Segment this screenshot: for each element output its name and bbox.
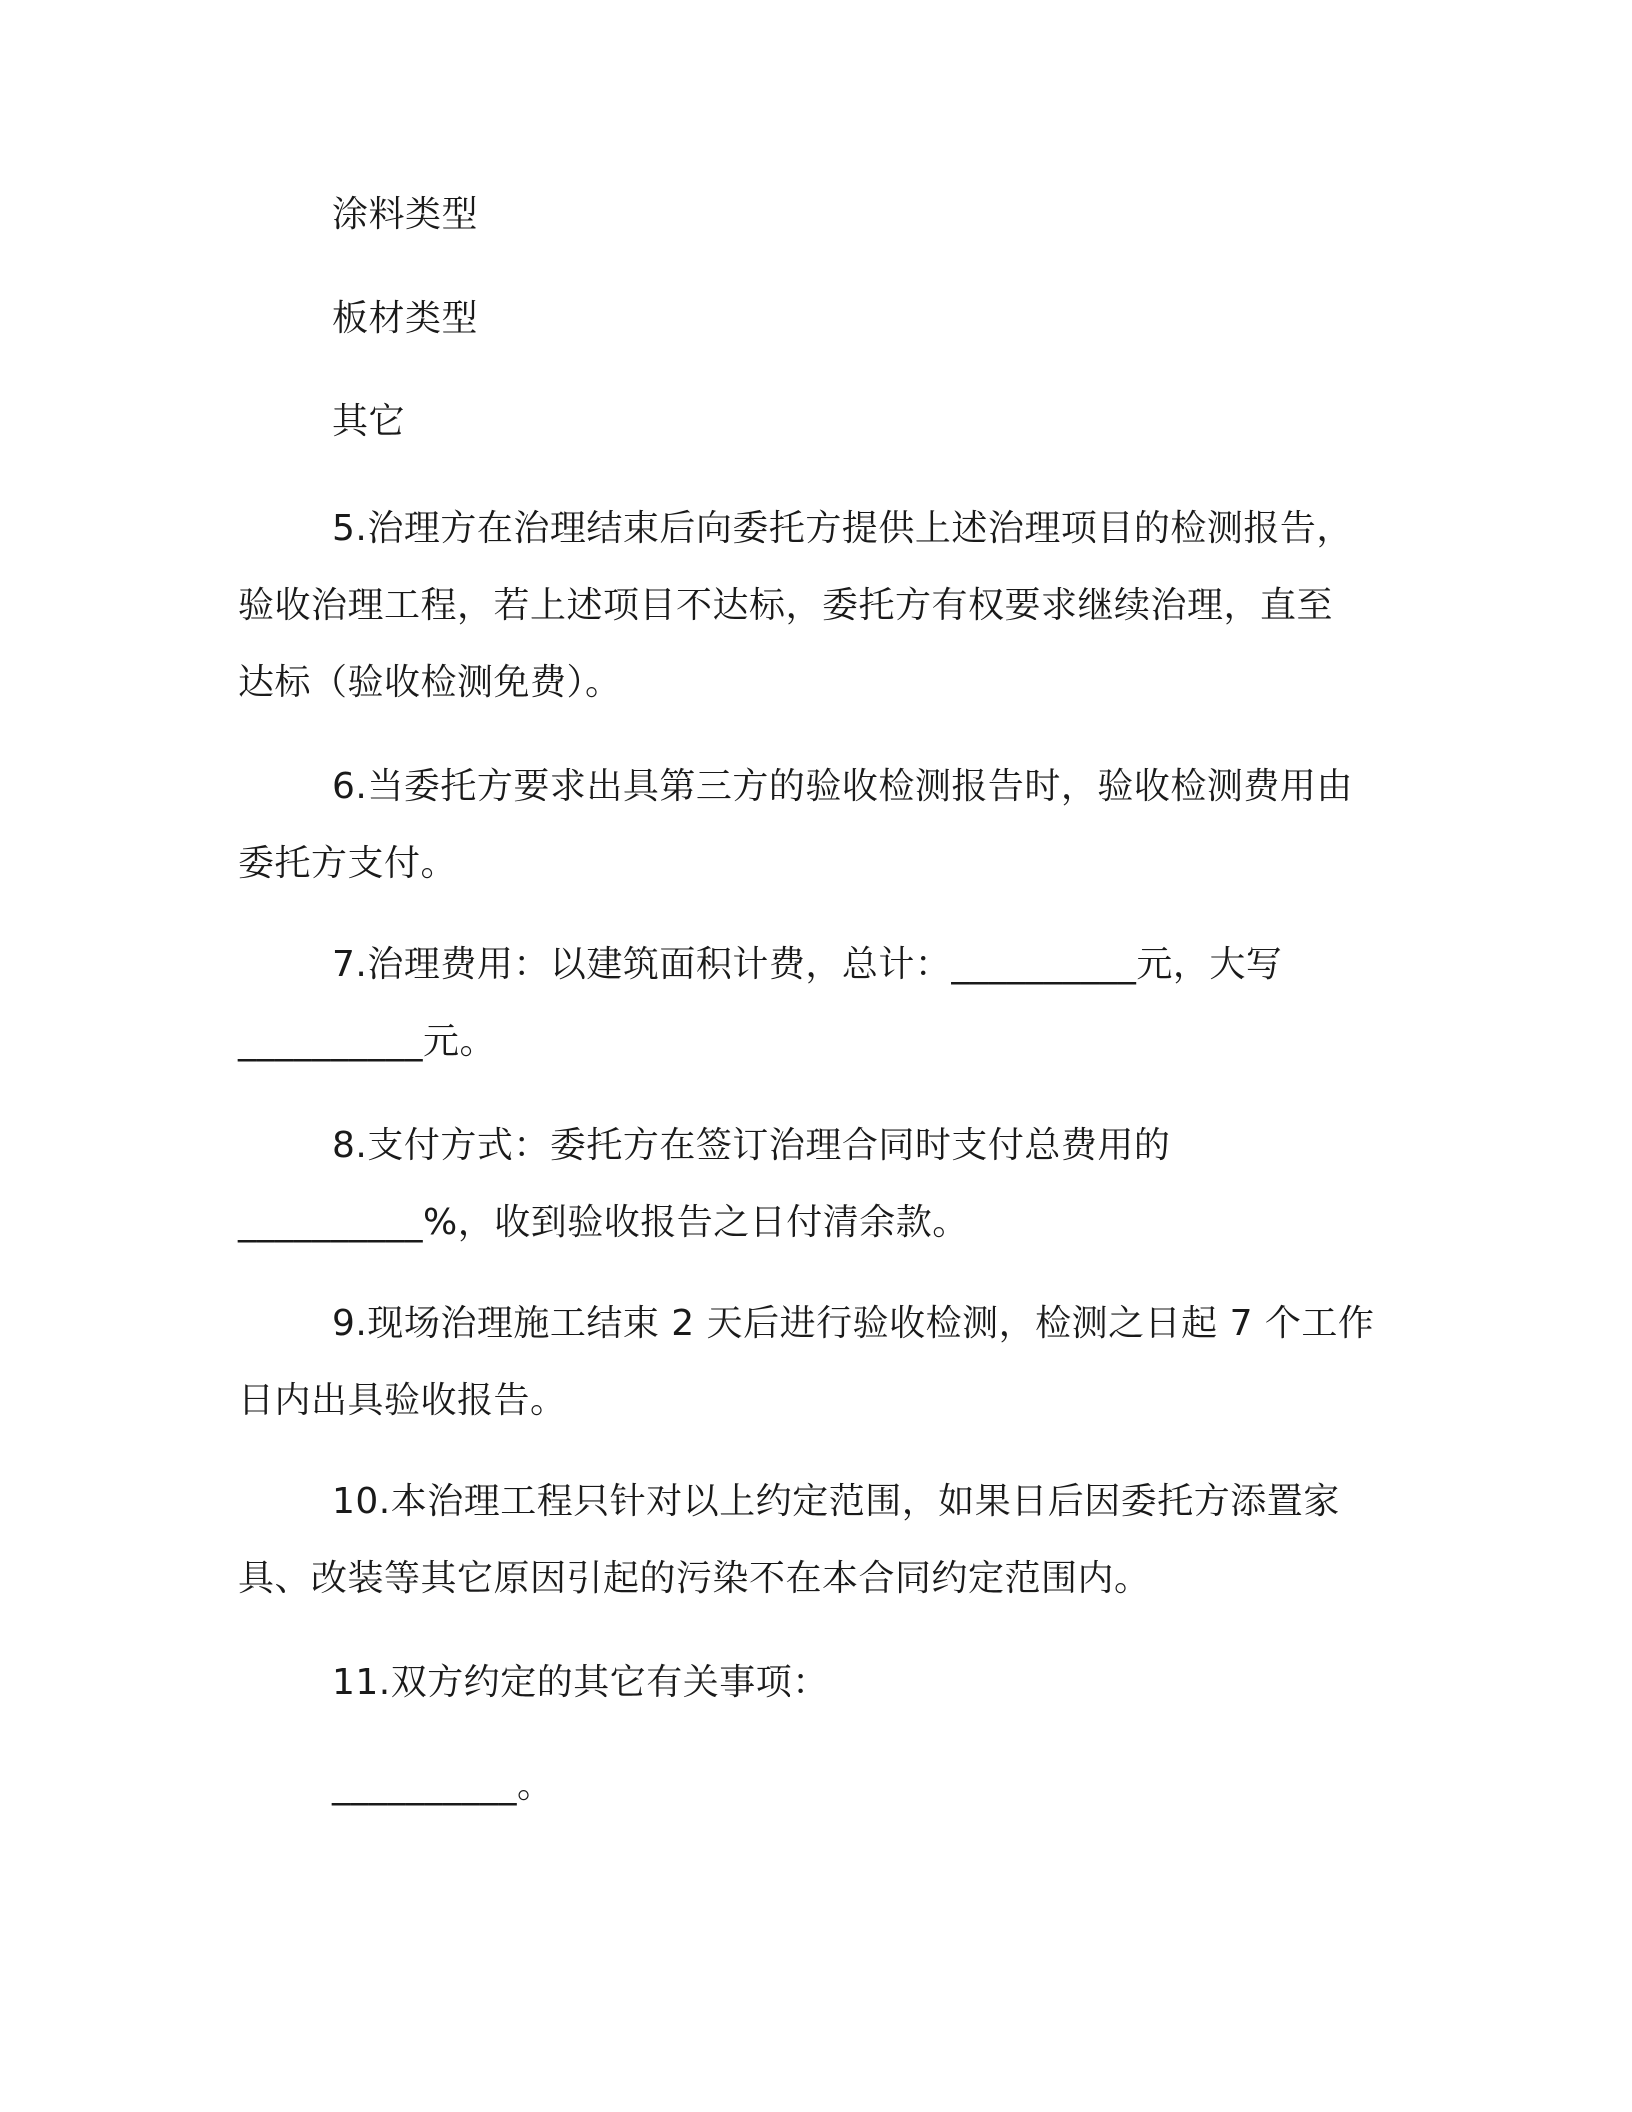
clause-5-line-1: 5.治理方在治理结束后向委托方提供上述治理项目的检测报告， xyxy=(332,508,1353,549)
item-coating-type: 涂料类型 xyxy=(332,194,479,235)
fill-in-blank: __________。 xyxy=(332,1765,554,1806)
clause-10-line-2: 具、改装等其它原因引起的污染不在本合同约定范围内。 xyxy=(238,1558,1151,1599)
clause-5-line-2: 验收治理工程，若上述项目不达标，委托方有权要求继续治理，直至 xyxy=(238,585,1334,626)
clause-9-line-2: 日内出具验收报告。 xyxy=(238,1380,567,1421)
clause-8-line-2: __________%，收到验收报告之日付清余款。 xyxy=(238,1202,969,1243)
clause-7-line-2: __________元。 xyxy=(238,1021,497,1062)
clause-7-line-1: 7.治理费用：以建筑面积计费，总计：__________元，大写 xyxy=(332,944,1283,985)
item-board-type: 板材类型 xyxy=(332,298,479,339)
item-other: 其它 xyxy=(332,401,406,442)
clause-5-line-3: 达标（验收检测免费）。 xyxy=(238,662,622,703)
clause-8-line-1: 8.支付方式：委托方在签订治理合同时支付总费用的 xyxy=(332,1125,1171,1166)
clause-6-line-2: 委托方支付。 xyxy=(238,843,458,884)
clause-9-line-1: 9.现场治理施工结束 2 天后进行验收检测，检测之日起 7 个工作 xyxy=(332,1303,1375,1344)
clause-10-line-1: 10.本治理工程只针对以上约定范围，如果日后因委托方添置家 xyxy=(332,1481,1340,1522)
clause-11-line-1: 11.双方约定的其它有关事项： xyxy=(332,1662,829,1703)
clause-6-line-1: 6.当委托方要求出具第三方的验收检测报告时，验收检测费用由 xyxy=(332,766,1353,807)
